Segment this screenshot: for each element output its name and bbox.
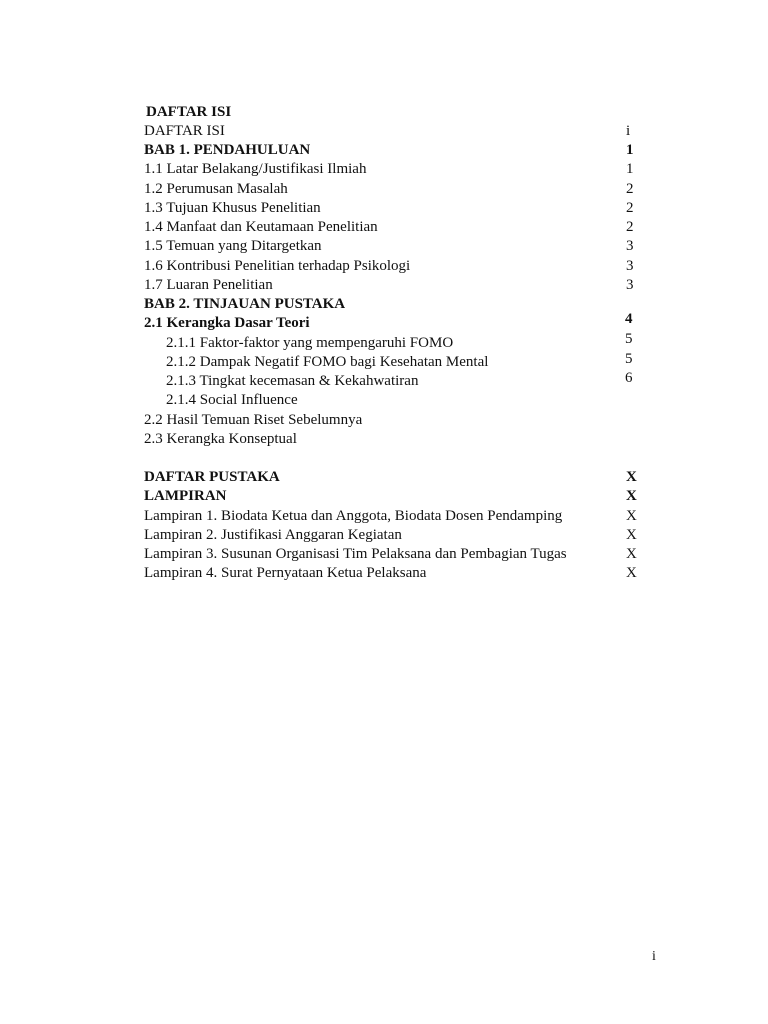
toc-entry-label: 1.3 Tujuan Khusus Penelitian (144, 200, 321, 216)
toc-entry (0, 487, 768, 506)
toc-entry-label: 2.1.1 Faktor-faktor yang mempengaruhi FOMO (166, 335, 454, 351)
toc-entry (0, 411, 768, 430)
toc-entry (0, 295, 768, 314)
toc-entry-label: 1.5 Temuan yang Ditargetkan (144, 238, 322, 254)
toc-entry-label: 2.1 Kerangka Dasar Teori (144, 315, 310, 331)
toc-entry-page-number: X (626, 469, 637, 485)
toc-entry-label: Lampiran 4. Surat Pernyataan Ketua Pelaksana (144, 565, 427, 581)
toc-entry (0, 257, 768, 276)
toc-entry-label: DAFTAR ISI (144, 123, 225, 139)
toc-entry-label: 2.1.2 Dampak Negatif FOMO bagi Kesehatan Mental (166, 354, 489, 370)
toc-entry (0, 353, 768, 372)
toc-entry-page-number: 5 (625, 351, 633, 367)
toc-entry (0, 430, 768, 449)
toc-entry-label: 2.1.3 Tingkat kecemasan & Kekahwatiran (166, 373, 419, 389)
toc-entry-label: 1.1 Latar Belakang/Justifikasi Ilmiah (144, 161, 367, 177)
toc-entry-page-number: i (626, 123, 631, 139)
toc-entry-label: 2.3 Kerangka Konseptual (144, 431, 297, 447)
toc-entry (0, 276, 768, 295)
toc-entry (0, 526, 768, 545)
toc-entry-label: 1.7 Luaran Penelitian (144, 277, 273, 293)
toc-entry-label: LAMPIRAN (144, 488, 227, 504)
toc-entry-label: DAFTAR PUSTAKA (144, 469, 280, 485)
toc-entry-page-number: 2 (626, 181, 634, 197)
toc-entry-label: Lampiran 3. Susunan Organisasi Tim Pelaksana dan Pembagian Tugas (144, 546, 567, 562)
toc-entry-page-number: 2 (626, 200, 634, 216)
toc-entry (0, 468, 768, 487)
toc-entry (0, 199, 768, 218)
toc-entry (0, 141, 768, 160)
toc-entry-page-number: 1 (626, 161, 634, 177)
toc-entry-label: BAB 2. TINJAUAN PUSTAKA (144, 296, 346, 312)
toc-entry-page-number: 3 (626, 238, 634, 254)
toc-entry (0, 180, 768, 199)
toc-entry-page-number: 6 (625, 370, 633, 386)
toc-heading: DAFTAR ISI (146, 104, 232, 120)
toc-entry-page-number: 4 (625, 311, 633, 327)
toc-entry-label: 2.2 Hasil Temuan Riset Sebelumnya (144, 412, 363, 428)
toc-entry (0, 507, 768, 526)
toc-entry (0, 331, 768, 353)
toc-entry (0, 237, 768, 256)
toc-entry-label: 1.2 Perumusan Masalah (144, 181, 288, 197)
toc-entry-label: Lampiran 1. Biodata Ketua dan Anggota, Biodata Dosen Pendamping (144, 508, 563, 524)
toc-entry (0, 218, 768, 237)
toc-entry-page-number: 1 (626, 142, 634, 158)
toc-entry-page-number: 5 (625, 331, 633, 347)
toc-entry (0, 545, 768, 564)
toc-entry-page-number: X (626, 565, 637, 581)
toc-entry (0, 372, 768, 391)
toc-entry-page-number: X (626, 488, 637, 504)
toc-entry-label: Lampiran 2. Justifikasi Anggaran Kegiatan (144, 527, 402, 543)
toc-entry-page-number: 3 (626, 258, 634, 274)
toc-entry-page-number: X (626, 527, 637, 543)
toc-entry-page-number: X (626, 546, 637, 562)
toc-entry (0, 160, 768, 179)
toc-entry-label: 1.6 Kontribusi Penelitian terhadap Psikologi (144, 258, 411, 274)
toc-entry-label: BAB 1. PENDAHULUAN (144, 142, 311, 158)
toc-entry-page-number: 3 (626, 277, 634, 293)
toc-entry (0, 122, 768, 141)
toc-entry (0, 391, 768, 410)
toc-entry-page-number: X (626, 508, 637, 524)
toc-entry-label: 1.4 Manfaat dan Keutamaan Penelitian (144, 219, 378, 235)
toc-entry-label: 2.1.4 Social Influence (166, 392, 298, 408)
toc-entry (0, 311, 768, 333)
toc-entry (0, 564, 768, 583)
footer-page-number: i (652, 949, 656, 964)
toc-entry-page-number: 2 (626, 219, 634, 235)
